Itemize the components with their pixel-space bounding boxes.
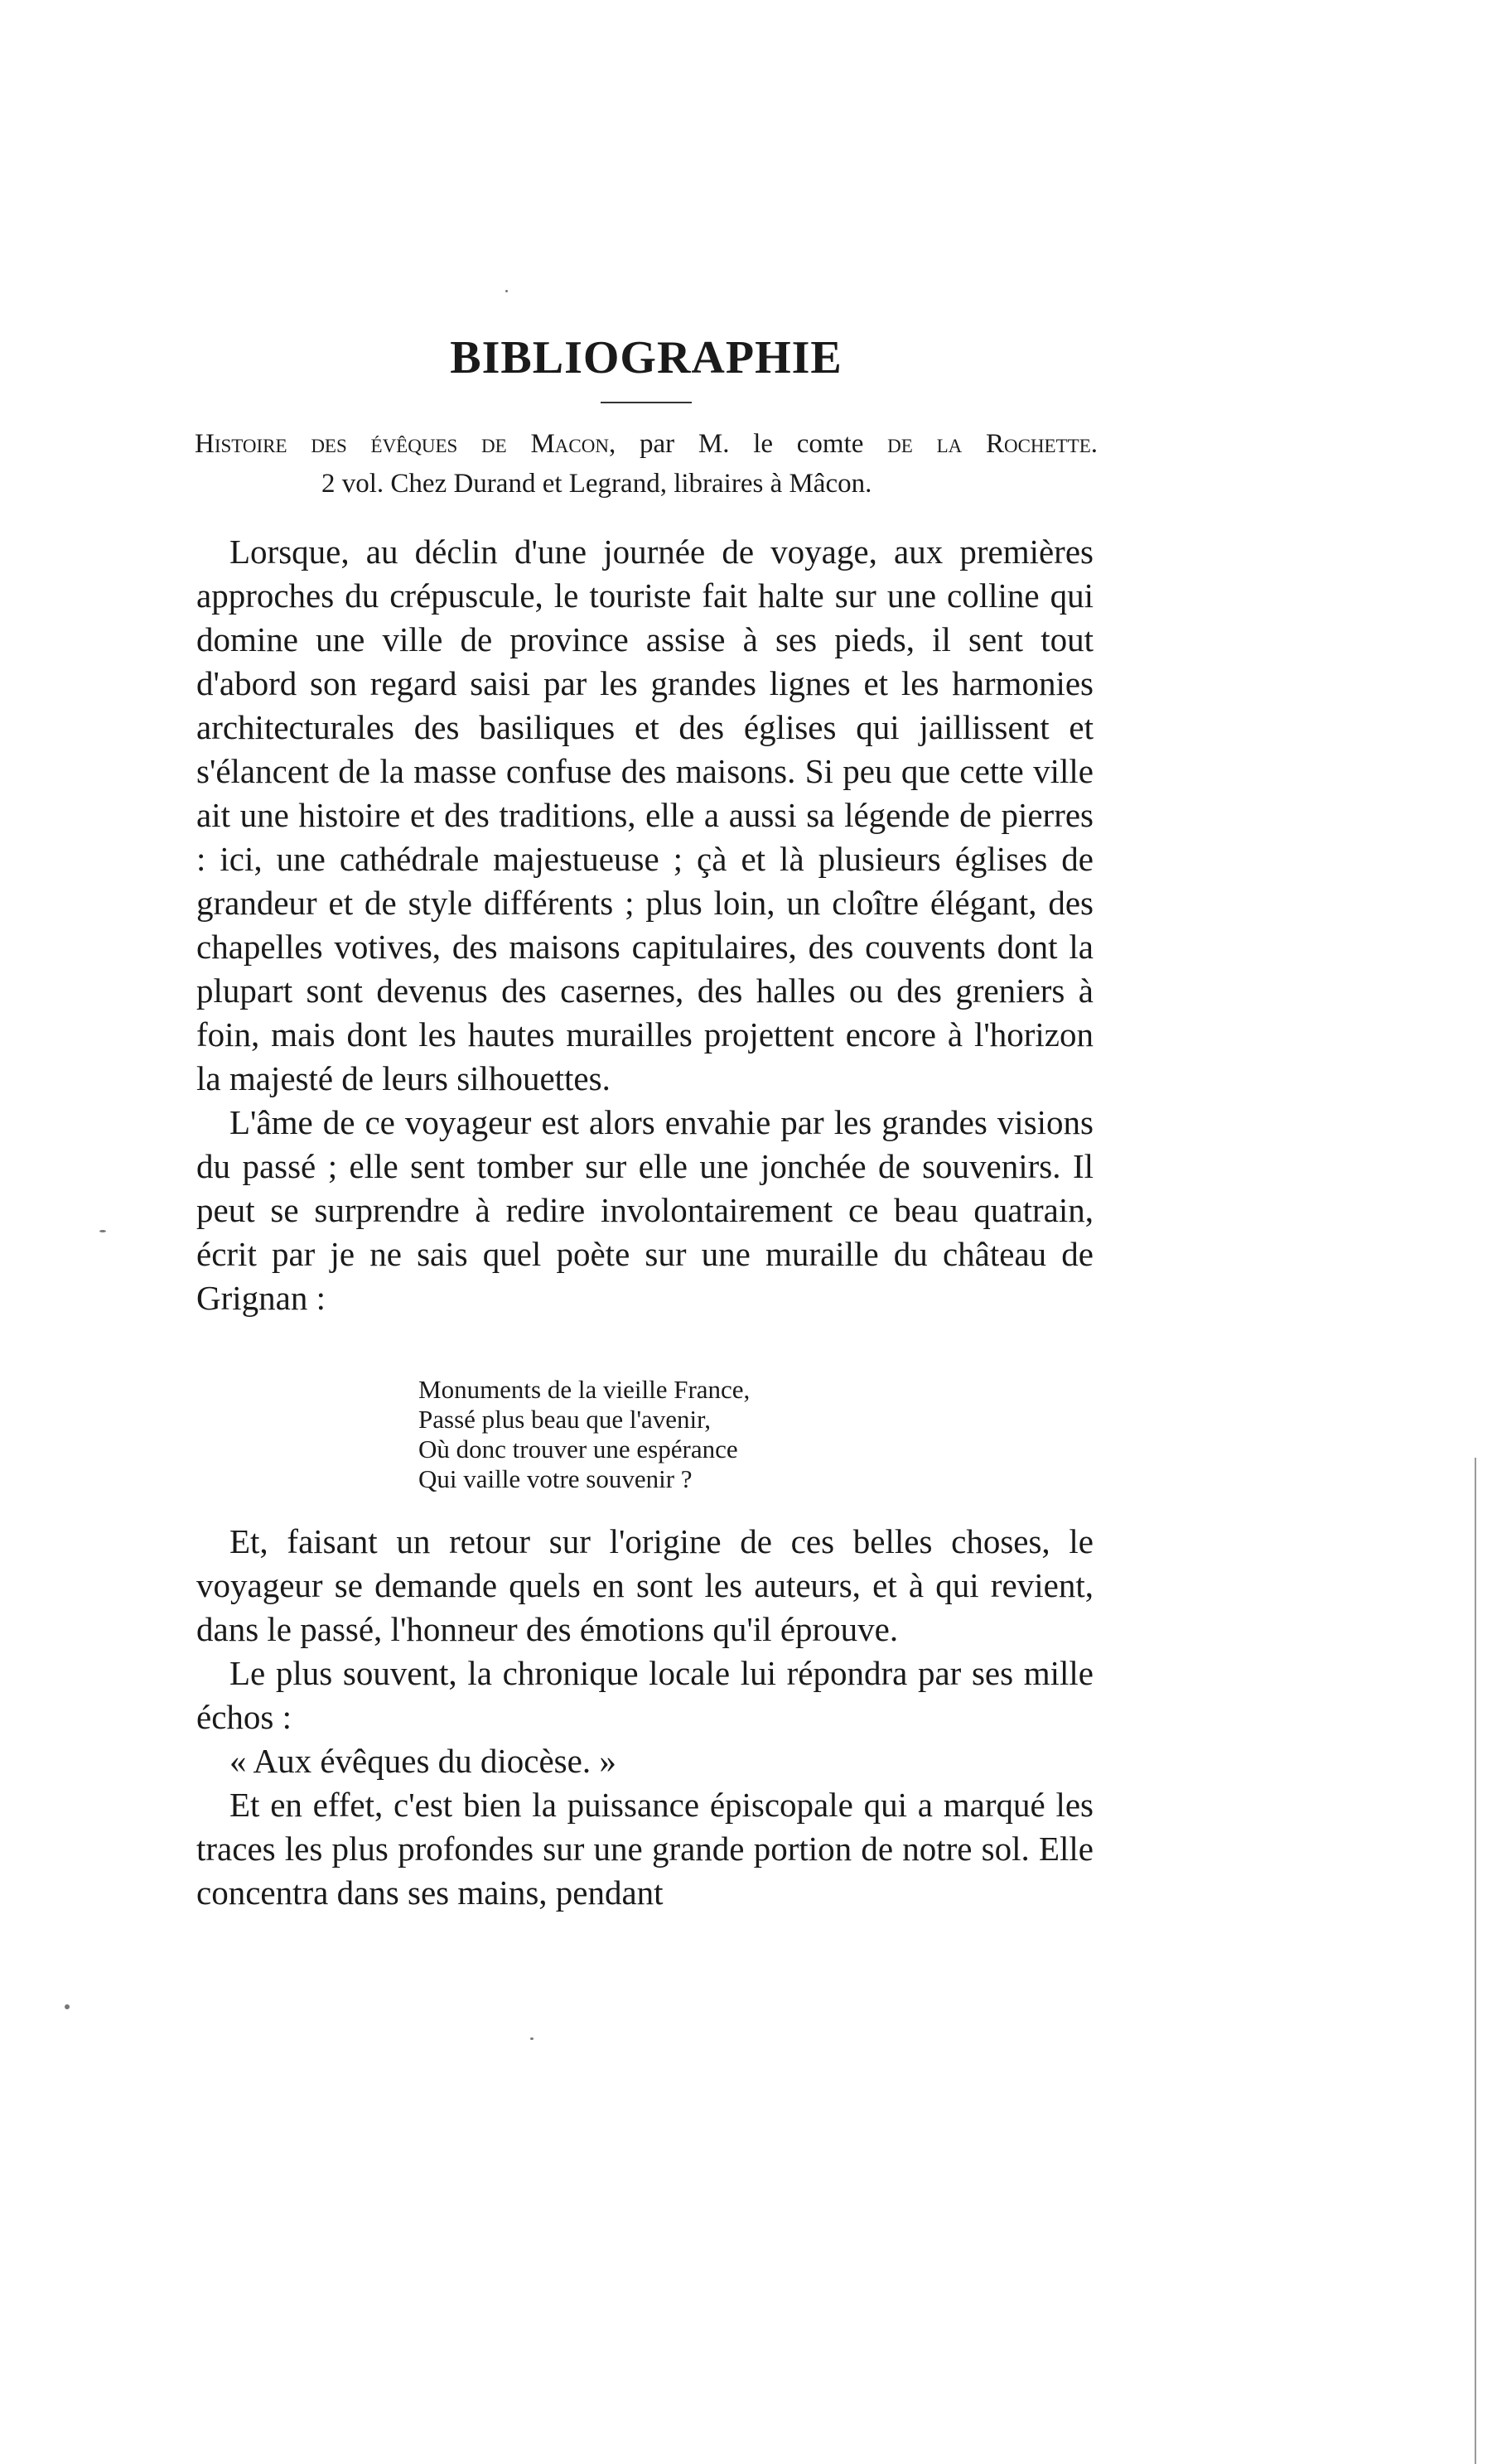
paragraph: L'âme de ce voyageur est alors envahie par les grandes visions du passé ; elle sent tomber sur elle une jonchée de souvenirs. Il peut se surprendre à redire involontairement ce beau quatrain, écrit par je ne sais quel poète sur une muraille du château de Grignan : bbox=[196, 1103, 1094, 1317]
body-text-lower bbox=[196, 1520, 1094, 1915]
scan-speck bbox=[530, 2037, 534, 2040]
paragraph: Le plus souvent, la chronique locale lui répondra par ses mille échos : bbox=[196, 1654, 1094, 1736]
verse-line: Monuments de la vieille France, bbox=[418, 1375, 751, 1404]
verse-line: Passé plus beau que l'avenir, bbox=[418, 1405, 712, 1434]
body-text-upper bbox=[196, 530, 1094, 1320]
verse-line: Qui vaille votre souvenir ? bbox=[418, 1464, 693, 1493]
paragraph: Et, faisant un retour sur l'origine de ces belles choses, le voyageur se demande quels en sont les auteurs, et à qui revient, dans le passé, l'honneur des émotions qu'il éprouve. bbox=[196, 1522, 1094, 1648]
reference-by: par M. le comte bbox=[639, 429, 864, 459]
work-title: Histoire des évêques de Macon, bbox=[195, 429, 616, 459]
reference-line-1 bbox=[195, 424, 1098, 464]
reference-author: de la Rochette. bbox=[887, 429, 1098, 459]
scan-margin-line bbox=[1475, 1458, 1476, 2464]
title-rule bbox=[601, 402, 692, 403]
paragraph: Et en effet, c'est bien la puissance épiscopale qui a marqué les traces les plus profondes sur une grande portion de notre sol. Elle concentra dans ses mains, pendant bbox=[196, 1786, 1094, 1912]
verse-line: Où donc trouver une espérance bbox=[418, 1435, 738, 1463]
page-title: BIBLIOGRAPHIE bbox=[450, 332, 843, 383]
scan-speck bbox=[99, 1230, 106, 1232]
scan-speck bbox=[505, 290, 508, 292]
quatrain bbox=[418, 1375, 750, 1494]
paragraph: Lorsque, au déclin d'une journée de voyage, aux premières approches du crépuscule, le touriste fait halte sur une colline qui domine une ville de province assise à ses pieds, il sent tout d'abord son regard saisi par les grandes lignes et les harmonies architecturales des basiliques et des églises qui jaillissent et s'élancent de la masse confuse des maisons. Si peu que cette ville ait une histoire et des traditions, elle a aussi sa légende de pierres : ici, une cathédrale majestueuse ; çà et là plusieurs églises de grandeur et de style différents ; plus loin, un cloître élégant, des chapelles votives, des maisons capitulaires, des couvents dont la plupart sont devenus des casernes, des halles ou des greniers à foin, mais dont les hautes murailles projettent encore à l'horizon la majesté de leurs silhouettes. bbox=[196, 533, 1094, 1097]
paragraph: « Aux évêques du diocèse. » bbox=[229, 1742, 616, 1780]
reference-line-2: 2 vol. Chez Durand et Legrand, libraires à Mâcon. bbox=[321, 469, 872, 499]
scan-speck bbox=[65, 2004, 70, 2009]
